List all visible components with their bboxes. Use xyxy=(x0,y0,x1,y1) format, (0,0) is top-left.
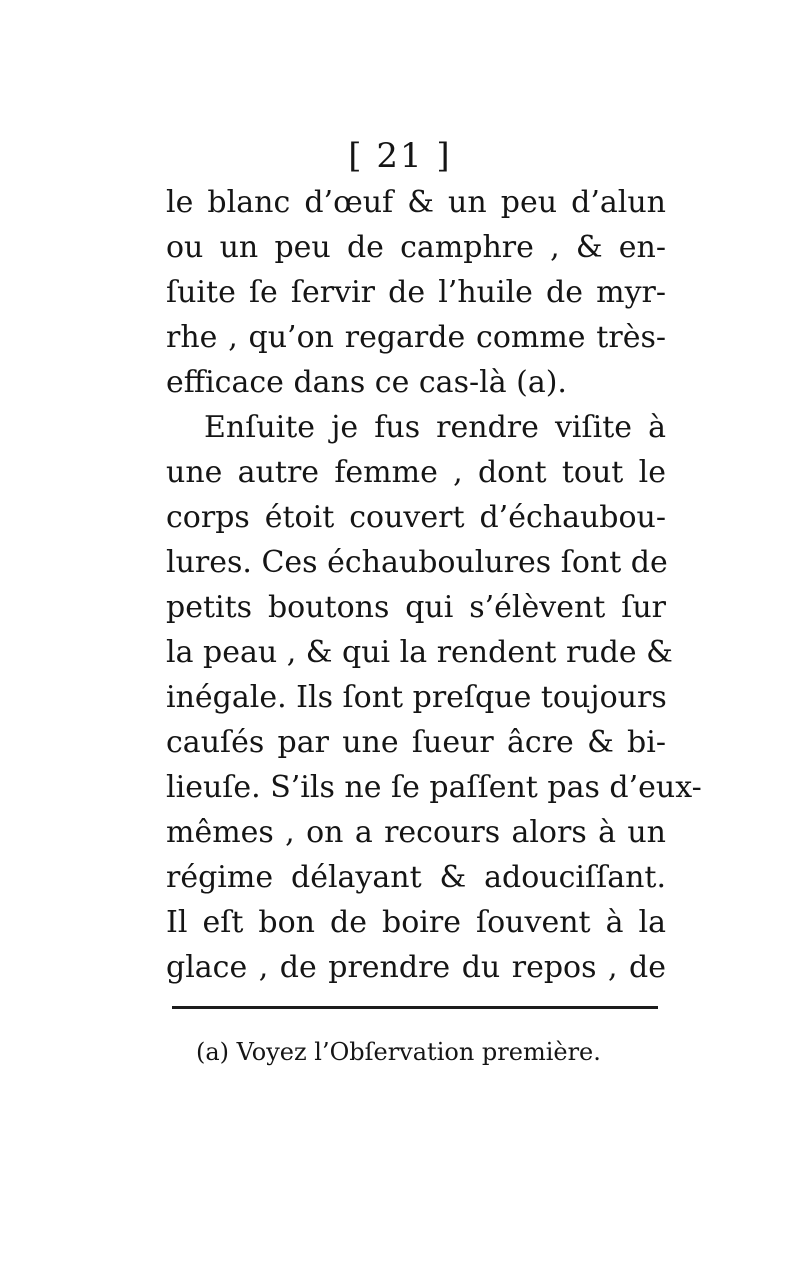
text-line: lures. Ces échauboulures ſont de xyxy=(166,545,668,580)
text-line: ſuite ſe ſervir de l’huile de myr- xyxy=(166,275,666,310)
text-line: ou un peu de camphre , & en- xyxy=(166,230,666,265)
page-number: [ 21 ] xyxy=(348,136,452,176)
text-line: le blanc d’œuf & un peu d’alun xyxy=(166,185,666,220)
text-line: inégale. Ils ſont preſque toujours xyxy=(166,680,667,715)
footnote: (a) Voyez l’Obſervation première. xyxy=(196,1038,601,1066)
text-line: la peau , & qui la rendent rude & xyxy=(166,635,673,670)
text-line: cauſés par une ſueur âcre & bi- xyxy=(166,725,666,760)
text-line: Il eſt bon de boire ſouvent à la xyxy=(166,905,666,940)
text-line: lieuſe. S’ils ne ſe paſſent pas d’eux- xyxy=(166,770,702,805)
text-line: régime délayant & adouciſſant. xyxy=(166,860,666,895)
text-line: rhe , qu’on regarde comme très- xyxy=(166,320,666,355)
text-line: corps étoit couvert d’échaubou- xyxy=(166,500,666,535)
text-line: glace , de prendre du repos , de xyxy=(166,950,666,985)
text-line: Enſuite je fus rendre viſite à xyxy=(204,410,666,445)
text-line: petits boutons qui s’élèvent ſur xyxy=(166,590,666,625)
body-text xyxy=(166,180,702,990)
text-line: efficace dans ce cas-là (a). xyxy=(166,365,567,400)
text-line: mêmes , on a recours alors à un xyxy=(166,815,666,850)
footnote-divider xyxy=(172,1006,658,1009)
text-line: une autre femme , dont tout le xyxy=(166,455,666,490)
